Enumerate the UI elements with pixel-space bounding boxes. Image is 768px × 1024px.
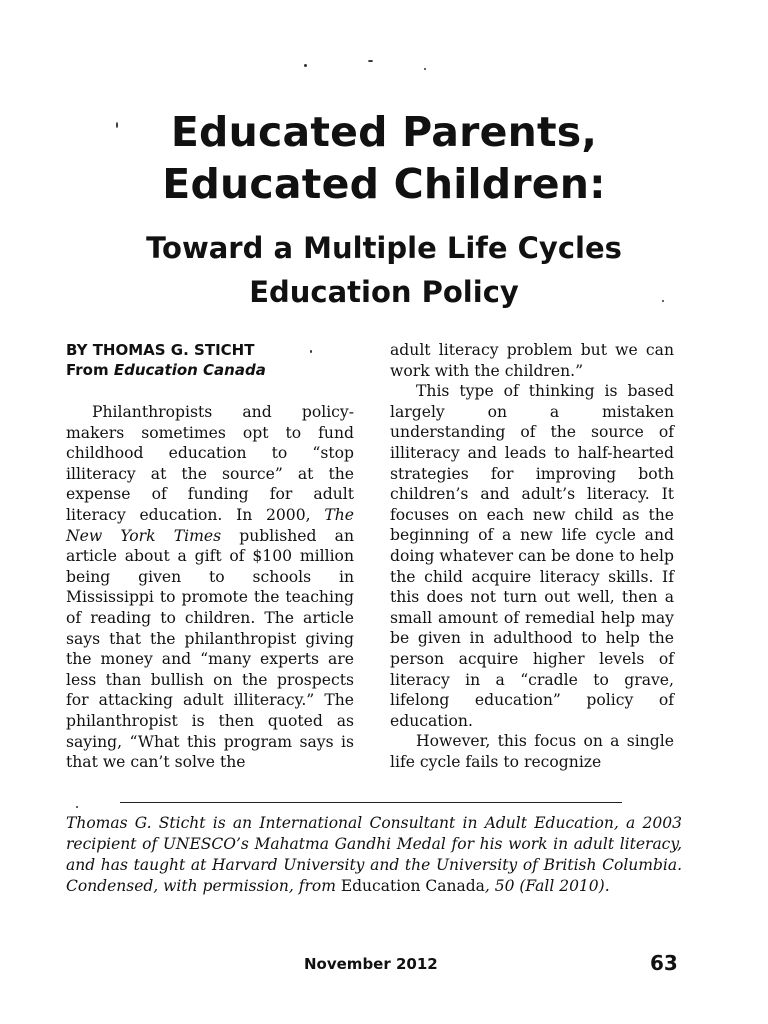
subhead-line-1: Toward a Multiple Life Cycles [146,231,622,265]
article-column-right [390,340,674,772]
newspaper-title: The New York Times [66,505,354,545]
article-paragraph: However, this focus on a single life cycle fails to recognize [390,732,674,771]
article-column-left [66,402,354,773]
subhead-line-2: Education Policy [249,275,519,309]
bio-text: Thomas G. Sticht is an International Consultant in Adult Education, a 2003 recipient of UNESCO’s Mahatma Gandhi Medal for his work in adult literacy, and has taught at Harvard University and the University of British Columbia. Condensed, with permission, from [66,814,682,895]
paragraph-text: Philanthropists and policy-makers sometimes opt to fund childhood education to “stop illiteracy at the source” at the expense of funding for adult literacy education. In 2000, [66,403,354,524]
author-byline: BY THOMAS G. STICHT [66,341,255,359]
source-line [66,360,366,380]
scan-speck [424,68,426,70]
paragraph-text: published an article about a gift of $100 million being given to schools in Mississippi to promote the teaching of reading to children. The article says that the philanthropist giving the money and “many experts are less than bullish on the prospects for attacking adult illiteracy.” The philanthropist is then quoted as saying, “What this program says is that we can’t solve the [66,526,354,772]
scan-speck [368,60,373,62]
headline-line-2: Educated Children: [162,160,606,208]
headline-line-1: Educated Parents, [170,108,598,156]
article-paragraph: This type of thinking is based largely on a mistaken understanding of the source of illiteracy and leads to half-hearted strategies for improving both children’s and adult’s literacy. It focuses on each new child as the beginning of a new life cycle and doing whatever can be done to help the child acquire literacy skills. If this does not turn out well, then a small amount of remedial help may be given in adulthood to help the person acquire higher levels of literacy in a “cradle to grave, lifelong education” policy of education. [390,382,674,730]
article-paragraph: adult literacy problem but we can work with the children.” [390,341,674,380]
source-prefix: From [66,361,114,379]
footer-date: November 2012 [304,955,438,973]
scan-speck [304,64,307,67]
byline-block [66,340,366,380]
scan-speck [76,806,78,808]
page-number: 63 [650,951,678,975]
article-paragraph [66,402,354,773]
source-publication: Education Canada [113,361,266,379]
bio-citation: , 50 (Fall 2010). [484,877,610,895]
footnote-divider [120,802,622,803]
author-bio [66,813,682,897]
bio-publication: Education Canada [335,877,485,895]
